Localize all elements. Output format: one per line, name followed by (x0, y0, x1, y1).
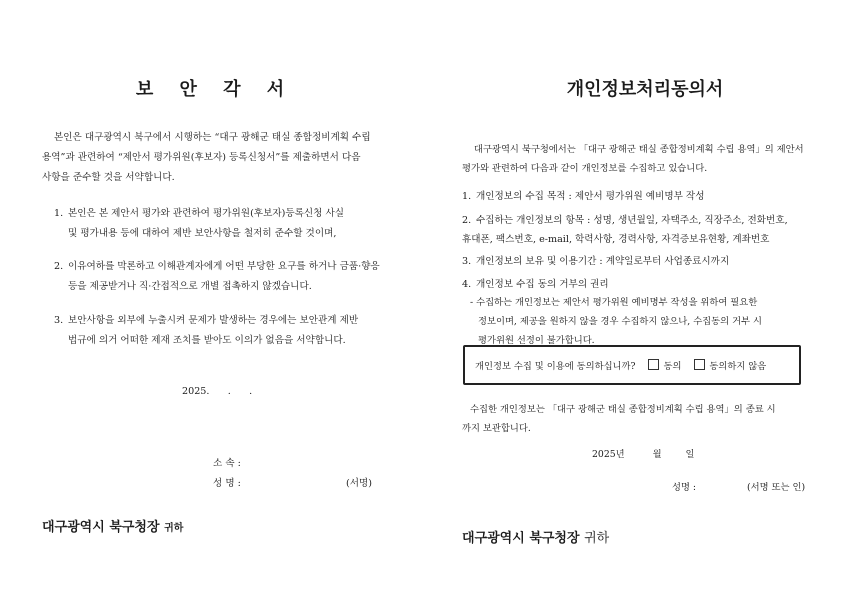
retention-line: 수집한 개인정보는 「대구 광해군 태실 종합정비계획 수립 용역」의 종료 시 (470, 404, 776, 415)
privacy-consent-title: 개인정보처리동의서 (566, 79, 724, 100)
privacy-item-3 (462, 252, 814, 272)
refusal-line: - 수집하는 개인정보는 제안서 평가위원 예비명부 작성을 위하여 필요한 (470, 297, 758, 308)
consent-question: 개인정보 수집 및 이용에 동의하십니까? (475, 361, 636, 372)
consent-signature-mark: (서명 또는 인) (747, 482, 806, 493)
date-month: 월 (652, 449, 662, 460)
name-label: 성 명 : (213, 478, 241, 489)
signature-mark: (서명) (346, 478, 373, 489)
left-addressee (42, 516, 183, 535)
item-line: 이유여하를 막론하고 이해관계자에게 어떤 부당한 요구를 하거나 금품·향응 (68, 261, 380, 272)
item-number: 2. (462, 215, 472, 226)
pledge-item-2 (54, 257, 394, 301)
pledge-date: 2025. . . (182, 386, 253, 397)
addressee-name: 대구광역시 북구청장 (462, 531, 580, 546)
item-line: 및 평가내용 등에 대하여 제반 보안사항을 철저히 준수할 것이며, (68, 228, 337, 239)
item-line: 개인정보 수집 동의 거부의 권리 (476, 279, 609, 290)
item-line: 휴대폰, 팩스번호, e-mail, 학력사항, 경력사항, 자격증보유현황, 계좌번호 (462, 234, 770, 245)
affiliation-label: 소 속 : (213, 458, 241, 469)
privacy-item-4 (462, 275, 814, 295)
item-number: 2. (54, 261, 64, 272)
refusal-line: 정보이며, 제공을 원하지 않을 경우 수집하지 않으나, 수집동의 거부 시 (478, 316, 762, 327)
consent-row (475, 358, 766, 372)
pledge-item-3 (54, 311, 394, 355)
privacy-item-1 (462, 187, 814, 207)
intro-line: 사항을 준수할 것을 서약합니다. (42, 172, 175, 183)
intro-line: 대구광역시 북구청에서는 「대구 광해군 태실 종합정비계획 수립 용역」의 제안서 (474, 144, 804, 155)
consent-date (592, 445, 695, 464)
consent-box (463, 345, 801, 385)
item-line: 등을 제공받거나 직·간접적으로 개별 접촉하지 않겠습니다. (68, 281, 312, 292)
item-line: 개인정보의 수집 목적 : 제안서 평가위원 예비명부 작성 (476, 191, 705, 202)
retention-notice (462, 400, 812, 438)
refusal-rights-text (470, 293, 812, 350)
agree-label: 동의 (663, 361, 682, 372)
disagree-checkbox[interactable] (694, 359, 705, 370)
consent-name-label: 성명 : (672, 482, 697, 493)
addressee-suffix: 귀하 (164, 523, 184, 534)
pledge-item-1 (54, 204, 394, 248)
date-year: 2025년 (592, 449, 625, 460)
item-number: 1. (462, 191, 472, 202)
addressee-suffix: 귀하 (584, 531, 610, 546)
retention-line: 까지 보관합니다. (462, 423, 531, 434)
security-pledge-title: 보 안 각 서 (135, 79, 295, 100)
item-line: 법규에 의거 어떠한 제재 조치를 받아도 이의가 없음을 서약합니다. (68, 335, 346, 346)
right-addressee (462, 527, 609, 546)
security-pledge-intro (42, 128, 397, 188)
privacy-intro (462, 140, 812, 178)
agree-checkbox[interactable] (648, 359, 659, 370)
item-number: 1. (54, 208, 64, 219)
refusal-line: 평가위원 선정이 불가합니다. (478, 335, 595, 346)
item-number: 3. (462, 256, 472, 267)
item-number: 4. (462, 279, 472, 290)
intro-line: 용역”과 관련하여 “제안서 평가위원(후보자) 등록신청서”를 제출하면서 다음 (42, 152, 361, 163)
item-number: 3. (54, 315, 64, 326)
item-line: 수집하는 개인정보의 항목 : 성명, 생년월일, 자택주소, 직장주소, 전화번호, (476, 215, 788, 226)
item-line: 본인은 본 제안서 평가와 관련하여 평가위원(후보자)등록신청 사실 (68, 208, 345, 219)
item-line: 보안사항을 외부에 누출시켜 문제가 발생하는 경우에는 보안관계 제반 (68, 315, 359, 326)
disagree-label: 동의하지 않음 (709, 361, 767, 372)
date-day: 일 (685, 449, 695, 460)
privacy-item-2 (462, 211, 814, 251)
intro-line: 평가와 관련하여 다음과 같이 개인정보를 수집하고 있습니다. (462, 163, 708, 174)
addressee-name: 대구광역시 북구청장 (42, 520, 160, 535)
item-line: 개인정보의 보유 및 이용기간 : 계약일로부터 사업종료시까지 (476, 256, 730, 267)
intro-line: 본인은 대구광역시 북구에서 시행하는 “대구 광해군 태실 종합정비계획 수립 (54, 132, 371, 143)
